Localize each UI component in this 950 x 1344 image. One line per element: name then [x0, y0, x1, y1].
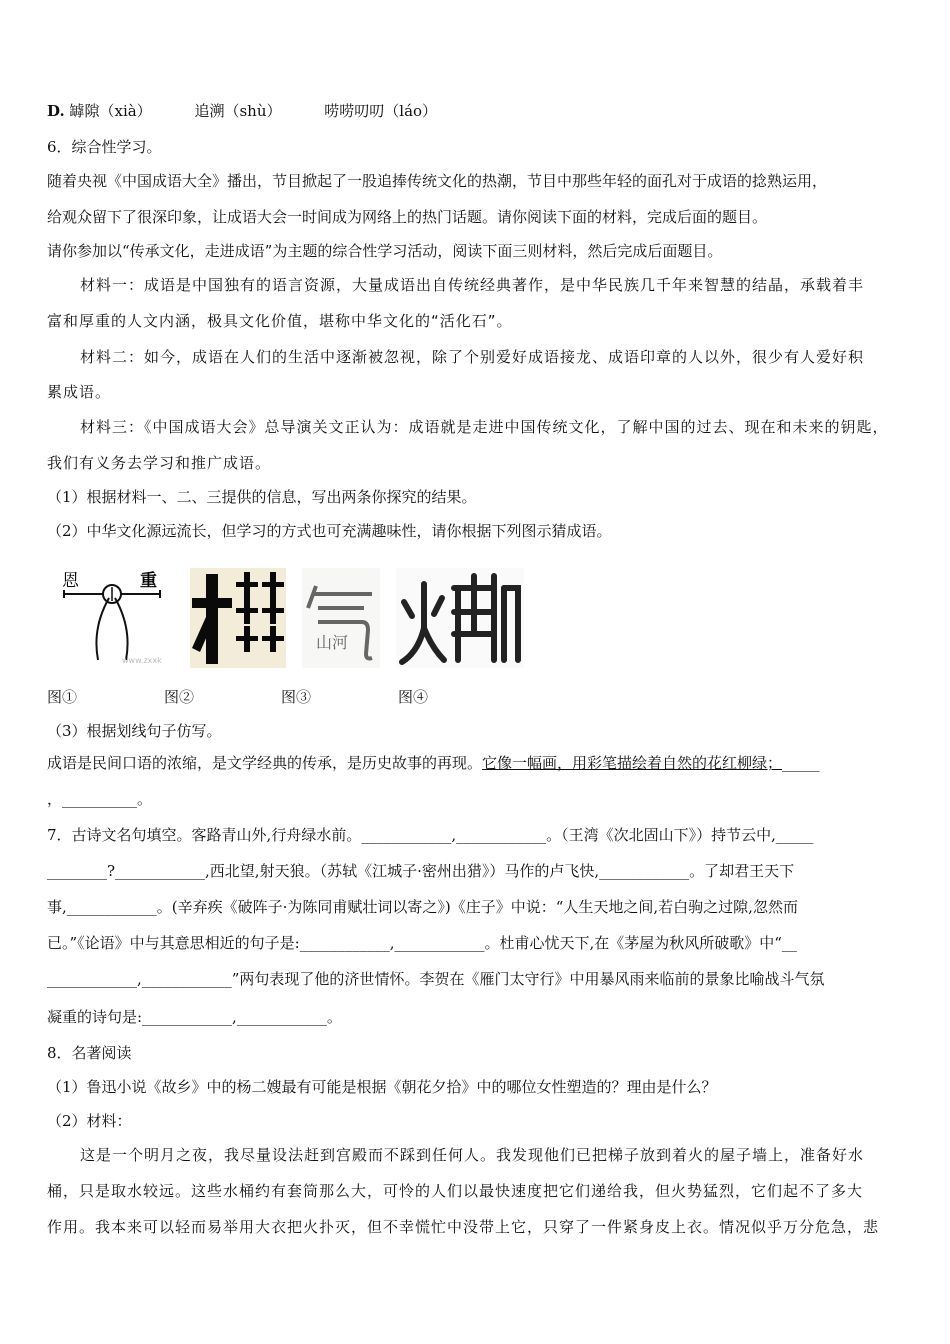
- material-3-line-1: 材料三：《中国成语大会》总导演关文正认为：成语就是走进中国传统文化，了解中国的过去、现在和未来的钥匙，: [80, 418, 889, 436]
- option-d-line: [47, 100, 907, 122]
- imitate-blank-1: _____: [782, 754, 820, 772]
- option-d-word-2: 追溯（shù）: [194, 102, 282, 120]
- material-2-line-1: 材料二：如今，成语在人们的生活中逐渐被忽视，除了个别爱好成语接龙、成语印章的人以外，很少有人爱好积: [80, 348, 865, 366]
- figure-label-3: 图③: [281, 688, 312, 706]
- q6-intro-line-2: 给观众留下了很深印象，让成语大会一时间成为网络上的热门话题。请你阅读下面的材料，完成后面的题目。: [47, 208, 768, 226]
- imitate-line-2: ，__________。: [47, 790, 153, 808]
- q7-line-4: 已。”《论语》中与其意思相近的句子是:____________,____________。杜甫心忧天下,在《茅屋为秋风所破歌》中“__: [47, 934, 797, 952]
- q7-line-6: 凝重的诗句是:____________,____________。: [47, 1008, 342, 1026]
- figure-label-1: 图①: [47, 688, 78, 706]
- figure-1: [52, 568, 174, 668]
- figure-4-drawing: [396, 568, 524, 668]
- q6-intro-line-1: 随着央视《中国成语大全》播出，节目掀起了一股追捧传统文化的热潮，节目中那些年轻的面孔对于成语的捻熟运用，: [47, 172, 828, 190]
- figure-label-2: 图②: [164, 688, 195, 706]
- q7-line-2: ________?____________,西北望,射天狼。（苏轼《江城子·密州出猎》）马作的卢飞快,____________。了却君王天下: [47, 862, 795, 880]
- figure-1-drawing: [52, 568, 174, 668]
- figure-2: [190, 568, 286, 668]
- q6-sub-1: （1）根据材料一、二、三提供的信息，写出两条你探究的结果。: [47, 488, 477, 506]
- q8-sub-2: （2）材料：: [47, 1112, 132, 1130]
- q8-passage-line-3: 作用。我本来可以轻而易举用大衣把火扑灭，但不幸慌忙中没带上它，只穿了一件紧身皮上衣。情况似乎万分危急，悲: [47, 1218, 880, 1236]
- figure-1-watermark: www.zxxk: [122, 656, 162, 665]
- q8-title: 8．名著阅读: [47, 1044, 132, 1062]
- figure-4: [396, 568, 524, 668]
- option-d-word-3: 唠唠叨叨（láo）: [324, 102, 438, 120]
- material-1-line-1: 材料一：成语是中国独有的语言资源，大量成语出自传统经典著作，是中华民族几千年来智慧的结晶，承载着丰: [80, 276, 865, 294]
- figure-3: [302, 568, 380, 668]
- material-3-line-2: 我们有义务去学习和推广成语。: [47, 454, 272, 472]
- q6-sub-2: （2）中华文化源远流长，但学习的方式也可充满趣味性，请你根据下列图示猜成语。: [47, 522, 612, 540]
- imitate-lead: 成语是民间口语的浓缩，是文学经典的传承，是历史故事的再现。: [47, 754, 483, 772]
- figure-1-char-top: 恩: [62, 571, 79, 591]
- imitate-line-1: [47, 752, 907, 774]
- imitate-underlined-sentence: 它像一幅画，用彩笔描绘着自然的花红柳绿；: [482, 754, 783, 772]
- option-d-word-1: 罅隙（xià）: [69, 102, 152, 120]
- material-2-line-2: 累成语。: [47, 383, 112, 401]
- material-1-line-2: 富和厚重的人文内涵，极具文化价值，堪称中华文化的“活化石”。: [47, 312, 513, 330]
- q7-line-5: ____________,____________”两句表现了他的济世情怀。李贺在《雁门太守行》中用暴风雨来临前的景象比喻战斗气氛: [47, 970, 825, 988]
- figure-3-inner-text: 山河: [316, 633, 349, 652]
- figure-label-4: 图④: [398, 688, 429, 706]
- q7-line-3: 事,____________。(辛弃疾《破阵子·为陈同甫赋壮词以寄之》)《庄子》中说：“人生天地之间,若白驹之过隙,忽然而: [47, 898, 798, 916]
- q8-passage-line-2: 桶，只是取水较远。这些水桶约有套筒那么大，可怜的人们以最快速度把它们递给我，但火势猛烈，它们起不了多大: [47, 1182, 864, 1200]
- figure-1-char-right: 重: [140, 571, 157, 591]
- q6-title: 6．综合性学习。: [47, 138, 162, 156]
- q6-intro-line-3: 请你参加以“传承文化，走进成语”为主题的综合性学习活动，阅读下面三则材料，然后完成后面题目。: [47, 242, 723, 260]
- figure-3-drawing: [302, 568, 380, 668]
- q8-sub-1: （1）鲁迅小说《故乡》中的杨二嫂最有可能是根据《朝花夕拾》中的哪位女性塑造的？理由是什么？: [47, 1078, 717, 1096]
- q6-sub-3: （3）根据划线句子仿写。: [47, 722, 222, 740]
- option-d-label: D.: [47, 102, 65, 120]
- figure-2-drawing: [190, 568, 286, 668]
- q8-passage-line-1: 这是一个明月之夜，我尽量设法赶到宫殿而不踩到任何人。我发现他们已把梯子放到着火的屋子墙上，准备好水: [80, 1146, 865, 1164]
- q7-line-1: 7．古诗文名句填空。客路青山外,行舟绿水前。____________,____________。（王湾《次北固山下》）持节云中,_____: [47, 826, 814, 844]
